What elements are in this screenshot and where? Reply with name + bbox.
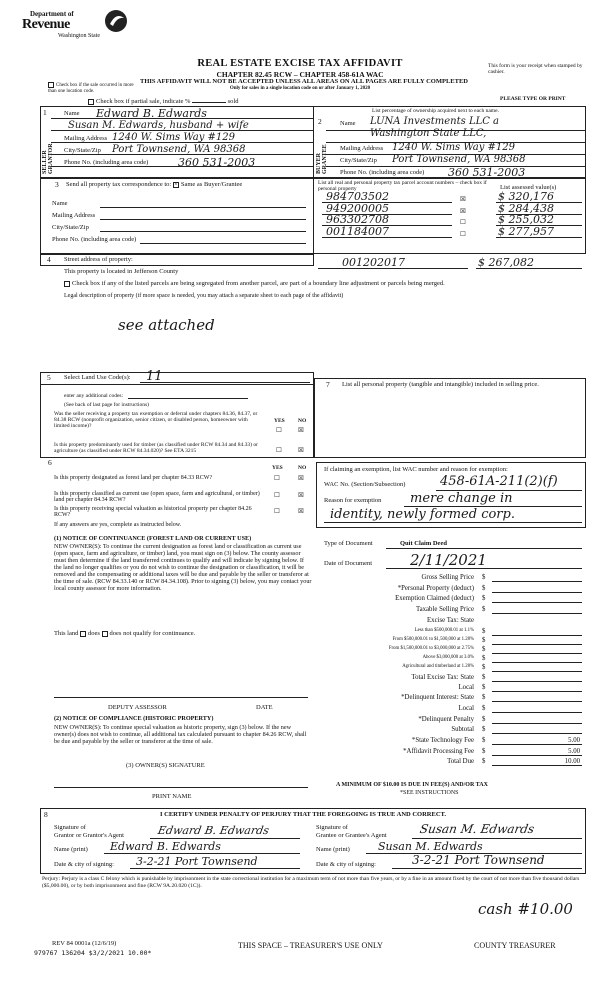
- section-4-number: 4: [47, 255, 51, 264]
- grantee-sig-label-2: Grantee or Grantee's Agent: [316, 832, 387, 839]
- buyer-side-label: BUYER GRANTEE: [316, 144, 328, 174]
- exemption-claim-label: If claiming an exemption, list WAC number and reason for exemption:: [324, 466, 508, 473]
- grantee-sig-label-1: Signature of: [316, 824, 348, 831]
- section-1-number: 1: [43, 108, 47, 117]
- tax-row-value[interactable]: 5.00: [568, 737, 580, 744]
- treasurer-space-label: THIS SPACE – TREASURER'S USE ONLY: [238, 941, 383, 950]
- historic-yes[interactable]: ☐: [274, 508, 280, 515]
- tax-row-label: Less than $500,000.01 at 1.1%: [414, 628, 474, 633]
- assessed-value[interactable]: $ 320,176: [498, 190, 554, 203]
- wac-label: WAC No. (Section/Subsection): [324, 481, 406, 488]
- deputy-assessor-label: DEPUTY ASSESSOR: [108, 704, 167, 711]
- partial-sale-row[interactable]: [88, 98, 239, 105]
- land-use-value[interactable]: 11: [146, 369, 163, 384]
- section-2-number: 2: [318, 117, 322, 126]
- form-number: REV 84 0001a (12/6/19): [52, 940, 117, 947]
- assessed-value[interactable]: $ 267,082: [478, 256, 534, 269]
- tax-row-dollar-sign: $: [482, 758, 486, 765]
- parcels-header: List all real and personal property tax parcel account numbers – check box if personal property: [318, 180, 487, 192]
- form-title: REAL ESTATE EXCISE TAX AFFIDAVIT: [197, 58, 403, 69]
- tax-row-dollar-sign: $: [482, 748, 486, 755]
- assessed-header: List assessed value(s): [500, 184, 557, 191]
- seller-name-label: Name: [64, 110, 80, 117]
- section-5-number: 5: [47, 373, 51, 382]
- see-back-label: (See back of last page for instructions): [64, 402, 149, 408]
- seller-mailing-label: Mailing Address: [64, 135, 108, 142]
- legal-description-label: Legal description of property (if more space is needed, you may attach a separate sheet to each page of the affidavit): [64, 293, 344, 299]
- tax-row-dollar-sign: $: [482, 585, 486, 592]
- forest-land-question: Is this property designated as forest land per chapter 84.33 RCW?: [54, 475, 213, 481]
- seller-name-1[interactable]: Edward B. Edwards: [96, 107, 207, 120]
- tax-row-label: *Affidavit Processing Fee: [403, 748, 474, 755]
- personal-property-checkbox[interactable]: ☐: [460, 219, 466, 226]
- land-use-q1-no[interactable]: ☒: [298, 427, 304, 434]
- deputy-date-label: DATE: [256, 704, 273, 711]
- owner-signature-label: (3) OWNER(S) SIGNATURE: [126, 762, 205, 769]
- form-chapter: CHAPTER 82.45 RCW – CHAPTER 458-61A WAC: [216, 70, 384, 79]
- parcel-number[interactable]: 963302708: [326, 213, 389, 226]
- certify-statement: I CERTIFY UNDER PENALTY OF PERJURY THAT THE FOREGOING IS TRUE AND CORRECT.: [160, 811, 447, 818]
- seller-phone-label: Phone No. (including area code): [64, 159, 149, 166]
- tax-row-dollar-sign: $: [482, 737, 486, 744]
- tax-row-label: *State Technology Fee: [411, 737, 474, 744]
- perjury-notice: Perjury: Perjury is a class C felony which is punishable by imprisonment in the state correctional institution for a maximum term of not more than five years, or by a fine in an amount fixed by the court of not more than five thousand dollars ($5,000.00), or by both imprisonment and fine (RCW 9A.20.020 (1C)).: [42, 876, 580, 889]
- land-use-q1-yes[interactable]: ☐: [276, 427, 282, 434]
- grantor-sig-label-2: Grantor or Grantor's Agent: [54, 832, 124, 839]
- buyer-city-label: City/State/Zip: [340, 157, 377, 164]
- tax-row-label: From $500,000.01 to $1,500,000 at 1.28%: [392, 637, 474, 642]
- personal-property-label: List all personal property (tangible and intangible) included in selling price.: [342, 381, 539, 388]
- tax-row-label: Total Due: [447, 758, 474, 765]
- assessed-value[interactable]: $ 255,032: [498, 213, 554, 226]
- forest-land-yes[interactable]: ☐: [274, 475, 280, 482]
- land-use-q2-yes[interactable]: ☐: [276, 447, 282, 454]
- ownership-note: List percentage of ownership acquired next to each name.: [372, 108, 499, 114]
- buyer-mailing-label: Mailing Address: [340, 145, 384, 152]
- parcel-number[interactable]: 949200005: [326, 202, 389, 215]
- correspondence-text: Send all property tax correspondence to:: [66, 181, 172, 188]
- dor-logo: [20, 8, 130, 42]
- type-or-print: PLEASE TYPE OR PRINT: [500, 96, 566, 102]
- current-use-no[interactable]: ☒: [298, 492, 304, 499]
- street-label: Street address of property:: [64, 256, 133, 263]
- does-checkbox[interactable]: [80, 631, 86, 637]
- current-use-question: Is this property classified as current use (open space, farm and agricultural, or timber) land per chapter 84.34 RCW?: [54, 491, 260, 503]
- section-7-box: [314, 378, 586, 458]
- grantee-date-value[interactable]: 3-2-21 Port Townsend: [412, 853, 545, 867]
- tax-row-label: *Personal Property (deduct): [397, 585, 474, 592]
- tax-row-label: Agricultural and timberland at 1.28%: [402, 664, 474, 669]
- grantee-print-value[interactable]: Susan M. Edwards: [378, 840, 483, 853]
- section-7-number: 7: [326, 380, 330, 389]
- historic-question: Is this property receiving special valuation as historical property per chapter 84.26 RCW?: [54, 506, 252, 518]
- reason-value-2[interactable]: identity, newly formed corp.: [330, 507, 515, 522]
- tax-row-value[interactable]: 5.00: [568, 748, 580, 755]
- buyer-name-2[interactable]: Washington State LLC,: [370, 128, 487, 139]
- land-use-yes-label: YES: [274, 418, 285, 424]
- this-land-label: This land: [54, 630, 79, 637]
- tax-row-label: Above $3,000,000 at 3.0%: [422, 655, 474, 660]
- doc-date-value[interactable]: 2/11/2021: [410, 551, 487, 569]
- personal-property-checkbox[interactable]: ☒: [460, 196, 466, 203]
- tax-row-dollar-sign: $: [482, 694, 486, 701]
- tax-row-label: Subtotal: [451, 726, 474, 733]
- buyer-name-label: Name: [340, 120, 356, 127]
- tax-row-dollar-sign: $: [482, 628, 486, 635]
- multi-location-checkbox-row[interactable]: [48, 82, 140, 94]
- seller-side-label: SELLER GRANTOR: [42, 143, 54, 174]
- sold-label: sold: [227, 98, 239, 105]
- assessed-value[interactable]: $ 284,438: [498, 202, 554, 215]
- cash-note: cash #10.00: [478, 900, 573, 918]
- logo-wa-line: Washington State: [58, 33, 101, 39]
- doc-type-value[interactable]: Quit Claim Deed: [400, 540, 447, 547]
- tax-row-label: Total Excise Tax: State: [411, 674, 474, 681]
- tax-row-dollar-sign: $: [482, 637, 486, 644]
- tax-row-dollar-sign: $: [482, 716, 486, 723]
- grantor-date-label: Date & city of signing:: [54, 861, 114, 868]
- segregated-label: Check box if any of the listed parcels are being segregated from another parcel, are part of a boundary line adjustment or parcels being merged.: [72, 280, 445, 287]
- tax-row-label: Local: [458, 684, 474, 691]
- seller-name-2[interactable]: Susan M. Edwards, husband + wife: [68, 120, 249, 131]
- logo-revenue-line: Revenue: [22, 17, 70, 32]
- historic-no[interactable]: ☒: [298, 508, 304, 515]
- grantor-print-label: Name (print): [54, 846, 88, 853]
- notice-2-title: (2) NOTICE OF COMPLIANCE (HISTORIC PROPERTY): [54, 715, 214, 722]
- buyer-mailing-value[interactable]: 1240 W. Sims Way #129: [392, 142, 516, 153]
- tax-row-dollar-sign: $: [482, 574, 486, 581]
- seller-phone-value[interactable]: 360 531-2003: [178, 156, 256, 169]
- same-as-buyer-label: Same as Buyer/Grantee: [180, 181, 243, 188]
- multi-location-label: Check box if the sale occurred in more than one location code.: [48, 83, 134, 94]
- notice-1-title: (1) NOTICE OF CONTINUANCE (FOREST LAND OR CURRENT USE): [54, 535, 252, 542]
- corr-phone-label: Phone No. (including area code): [52, 236, 137, 243]
- personal-property-checkbox[interactable]: ☒: [460, 208, 466, 215]
- tax-row-label: Excise Tax: State: [427, 617, 474, 624]
- buyer-city-value[interactable]: Port Townsend, WA 98368: [392, 154, 526, 165]
- same-as-buyer-checkbox[interactable]: ×: [174, 181, 178, 188]
- tax-row-dollar-sign: $: [482, 606, 486, 613]
- grantor-sig-label-1: Signature of: [54, 824, 86, 831]
- grantee-print-label: Name (print): [316, 846, 350, 853]
- tax-row-label: Taxable Selling Price: [415, 606, 474, 613]
- tax-row-value[interactable]: 10.00: [564, 758, 580, 765]
- see-instructions-note: *SEE INSTRUCTIONS: [400, 790, 459, 796]
- tax-row-label: Exemption Claimed (deduct): [395, 595, 474, 602]
- multi-location-checkbox[interactable]: [48, 82, 54, 88]
- tax-row-label: From $1,500,000.01 to $3,000,000 at 2.75%: [388, 646, 474, 651]
- reason-value-1[interactable]: mere change in: [410, 491, 513, 506]
- tax-row-label: Local: [458, 705, 474, 712]
- parcel-number[interactable]: 984703502: [326, 190, 389, 203]
- segregated-row[interactable]: [64, 280, 445, 287]
- grantor-signature[interactable]: Edward B. Edwards: [156, 824, 271, 837]
- forest-land-no[interactable]: ☒: [298, 475, 304, 482]
- segregated-checkbox[interactable]: [64, 281, 70, 287]
- legal-description-value[interactable]: see attached: [118, 316, 215, 334]
- parcel-number[interactable]: 001184007: [326, 225, 389, 238]
- current-use-yes[interactable]: ☐: [274, 492, 280, 499]
- assessed-value[interactable]: $ 277,957: [498, 225, 554, 238]
- sales-note: Only for sales in a single location code on or after January 1, 2020: [229, 86, 371, 91]
- tax-row-label: *Delinquent Penalty: [418, 716, 474, 723]
- tax-row-dollar-sign: $: [482, 684, 486, 691]
- receipt-note: This form is your receipt when stamped by cashier.: [488, 63, 583, 75]
- seller-city-value[interactable]: Port Townsend, WA 98368: [112, 144, 246, 155]
- tax-row-label: Gross Selling Price: [421, 574, 474, 581]
- form-warning: THIS AFFIDAVIT WILL NOT BE ACCEPTED UNLESS ALL AREAS ON ALL PAGES ARE FULLY COMPLETED: [140, 78, 468, 85]
- if-yes-note: If any answers are yes, complete as instructed below.: [54, 522, 182, 528]
- tax-row-dollar-sign: $: [482, 655, 486, 662]
- land-use-label: Select Land Use Code(s):: [64, 374, 131, 381]
- partial-sale-label: Check box if partial sale, indicate %: [96, 98, 191, 105]
- doc-date-label: Date of Document: [324, 560, 373, 567]
- county-treasurer-label: COUNTY TREASURER: [474, 941, 556, 950]
- land-use-no-label: NO: [298, 418, 307, 424]
- continuance-row: [54, 630, 195, 637]
- corr-name-label: Name: [52, 200, 68, 207]
- tax-row-label: *Delinquent Interest: State: [401, 694, 474, 701]
- minimum-due-note: A MINIMUM OF $10.00 IS DUE IN FEE(S) AND/OR TAX: [336, 782, 488, 788]
- partial-sale-checkbox[interactable]: [88, 99, 94, 105]
- receipt-number: 979767 136204 $3/2/2021 10.00*: [34, 949, 152, 957]
- additional-codes-label: enter any additional codes:: [64, 393, 124, 399]
- notice-2-text: NEW OWNER(S): To continue special valuation as historic property, sign (3) below. If the new owner(s) does not wish to continue, all additional tax calculated pursuant to chapter 84.26 RCW, shall be due and payable by the seller or transferor at the time of sale.: [54, 724, 307, 745]
- section-3-number: 3: [55, 180, 59, 189]
- dor-swirl-icon: [104, 8, 128, 34]
- corr-mailing-label: Mailing Address: [52, 212, 96, 219]
- print-name-label: PRINT NAME: [152, 793, 192, 800]
- section-8-number: 8: [44, 810, 48, 819]
- tax-row-dollar-sign: $: [482, 664, 486, 671]
- county-text: This property is located in Jefferson County: [64, 268, 179, 275]
- buyer-phone-value[interactable]: 360 531-2003: [448, 166, 526, 179]
- seller-city-label: City/State/Zip: [64, 147, 101, 154]
- logo-dept-line: Department of: [30, 10, 74, 18]
- land-use-q2-no[interactable]: ☒: [298, 447, 304, 454]
- reason-label: Reason for exemption: [324, 497, 382, 504]
- seller-mailing-value[interactable]: 1240 W. Sims Way #129: [112, 132, 236, 143]
- section-6-number: 6: [48, 458, 52, 467]
- buyer-name-1[interactable]: LUNA Investments LLC a: [370, 116, 500, 127]
- does-not-label: does not qualify for continuance.: [109, 630, 196, 637]
- grantor-print-value[interactable]: Edward B. Edwards: [110, 840, 221, 853]
- personal-property-checkbox[interactable]: ☐: [460, 231, 466, 238]
- wac-value[interactable]: 458-61A-211(2)(f): [440, 474, 558, 489]
- tax-row-dollar-sign: $: [482, 646, 486, 653]
- grantee-signature[interactable]: Susan M. Edwards: [418, 822, 536, 836]
- does-label: does: [88, 630, 100, 637]
- does-not-checkbox[interactable]: [102, 631, 108, 637]
- correspondence-label: [66, 181, 242, 188]
- corr-city-label: City/State/Zip: [52, 224, 89, 231]
- grantor-date-value[interactable]: 3-2-21 Port Townsend: [136, 855, 258, 868]
- land-use-q1: Was the seller receiving a property tax exemption or deferral under chapters 84.36, 84.37, or 84.38 RCW (nonprofit organization, senior citizen, or disabled person, homeowner with limited income)?: [54, 411, 258, 429]
- grantee-date-label: Date & city of signing:: [316, 861, 376, 868]
- tax-row-dollar-sign: $: [482, 595, 486, 602]
- land-use-q2: Is this property predominantly used for timber (as classified under RCW 84.34 and 84.33) or agriculture (as classified under RCW 84.34.020)? See ETA 3215: [54, 442, 258, 454]
- notice-1-text: NEW OWNER(S): To continue the current designation as forest land or classification as current use (open space, farm and agriculture, or timber) land, you must sign on (3) below. The county assessor must then determine if the land transferred continues to qualify and will indicate by signing below. If the land no longer qualifies or you do not wish to continue the designation or classification, it will be removed and the compensating or additional taxes will be due and payable by the seller or transferor at the time of sale. (RCW 84.33.140 or RCW 84.34.108). Prior to signing (3) below, you may contact your local county assessor for more information.: [54, 543, 312, 592]
- buyer-phone-label: Phone No. (including area code): [340, 169, 425, 176]
- doc-type-label: Type of Document: [324, 540, 373, 547]
- section-6-yes-label: YES: [272, 465, 283, 471]
- tax-row-dollar-sign: $: [482, 705, 486, 712]
- section-6-no-label: NO: [298, 465, 307, 471]
- parcel-number[interactable]: 001202017: [342, 256, 405, 269]
- tax-row-dollar-sign: $: [482, 726, 486, 733]
- tax-row-dollar-sign: $: [482, 674, 486, 681]
